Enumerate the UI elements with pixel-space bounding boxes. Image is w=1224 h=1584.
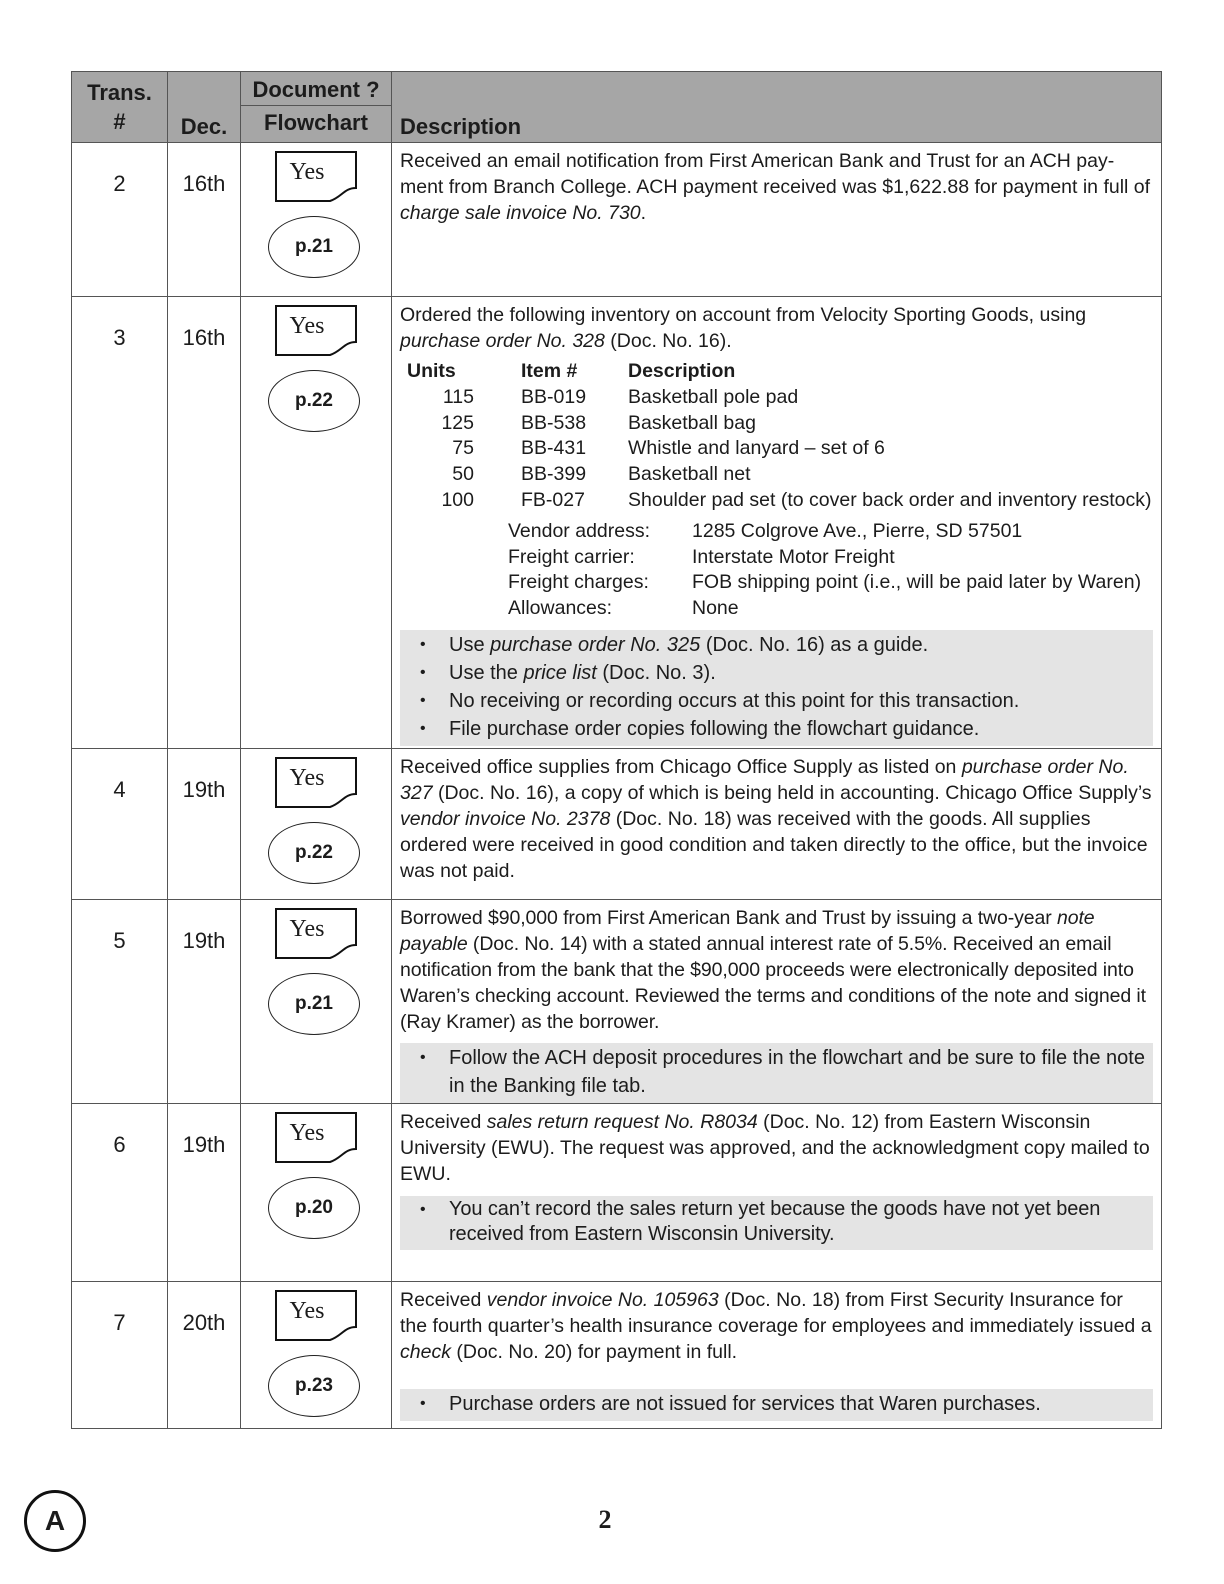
header-document [241,72,392,143]
flowchart-page-ref: p.23 [268,1355,360,1417]
spacer [474,411,521,437]
text-run: File purchase order copies following the flowchart guidance. [449,717,980,740]
document-answer: Yes [289,1120,325,1146]
inventory-item-header: Item # [521,360,578,382]
vendor-detail-label: Freight carrier: [508,545,635,568]
description-text [400,1109,1153,1187]
italic-text: purchase order No. 325 [490,633,701,656]
guidance-note [420,687,1149,715]
flowchart-cell [241,749,392,900]
transaction-row [72,749,1162,900]
transaction-row [72,1104,1162,1282]
document-symbol [274,304,358,354]
text-run: (Doc. No. 14) with a stated annual interest rate of 5.5%. Received an email notification from the bank that the $90,000 proceeds were electronically deposited into Waren’s checking account. Reviewed the terms and conditions of the note and signed it (Ray Kramer) as the borrower. [400,933,1146,1033]
flowchart-cell [241,297,392,749]
flowchart-cell [241,1104,392,1282]
text-run: Purchase orders are not issued for services that Waren purchases. [449,1393,1041,1415]
inventory-row [400,436,1153,462]
header-trans-line1: Trans. [87,80,152,105]
document-symbol [274,907,358,957]
text-run: (Doc. No. 3). [596,661,716,684]
vendor-detail-value: Interstate Motor Freight [692,545,895,568]
trans-date: 16th [168,297,241,749]
description-cell [392,900,1162,1104]
document-symbol [274,150,358,200]
document-symbol [274,1111,358,1161]
trans-number: 3 [72,297,168,749]
vendor-detail-row [400,570,1153,596]
guidance-note [420,1044,1149,1100]
guidance-notes [400,1389,1153,1421]
text-run: (Doc. No. 16), a copy of which is being held in accounting. Chicago Office Supply’s [432,782,1152,804]
trans-number: 7 [72,1282,168,1429]
text-run: Received [400,1289,487,1311]
vendor-detail-value: FOB shipping point (i.e., will be paid later by Waren) [692,571,1142,594]
vendor-detail-label: Vendor address: [508,519,651,542]
text-run: No receiving or recording occurs at this point for this transaction. [449,689,1020,712]
text-run: (Doc. No. 16). [604,330,732,352]
trans-number: 4 [72,749,168,900]
trans-date: 20th [168,1282,241,1429]
inventory-units: 115 [442,385,474,408]
spacer [474,488,521,514]
inventory-row [400,488,1153,514]
italic-text: note payable [400,907,1095,955]
text-run: You can’t record the sales return yet because the goods have not yet been received from Eastern Wisconsin University. [449,1198,1101,1245]
italic-text: check [400,1341,451,1363]
trans-number: 2 [72,143,168,297]
header-description: Description [392,72,1162,143]
guidance-note [420,715,1149,743]
text-run: Received [400,1111,487,1133]
inventory-item-number: BB-538 [521,411,587,434]
guidance-notes [400,1196,1153,1250]
inventory-row [400,411,1153,437]
vendor-detail-value: 1285 Colgrove Ave., Pierre, SD 57501 [692,519,1023,542]
flowchart-page-ref: p.21 [268,973,360,1035]
text-run: Use [449,633,491,656]
flowchart-cell [241,1282,392,1429]
italic-text: purchase order No. 327 [400,756,1129,804]
inventory-row [400,385,1153,411]
flowchart-cell [241,143,392,297]
inventory-item-number: BB-431 [521,437,587,460]
trans-number: 6 [72,1104,168,1282]
italic-text: vendor invoice No. 2378 [400,808,611,830]
transaction-row [72,143,1162,297]
trans-date: 19th [168,749,241,900]
header-dec: Dec. [168,72,241,143]
text-run: (Doc. No. 12) from Eastern Wisconsin University (EWU). The request was approved, and the acknowledgment copy mailed to EWU. [400,1111,1150,1185]
text-run: Received an email notification from First American Bank and Trust for an ACH pay-ment from Branch College. ACH payment received was $1,622.88 for payment in full of [400,150,1151,198]
trans-number: 5 [72,900,168,1104]
guidance-notes [400,1043,1153,1103]
inventory-units: 125 [441,411,474,434]
description-cell [392,1104,1162,1282]
flowchart-page-ref: p.22 [268,822,360,884]
description-cell [392,749,1162,900]
transaction-row [72,900,1162,1104]
text-run: . [640,202,647,224]
description-text [400,754,1153,884]
inventory-item-number: BB-019 [521,385,587,408]
guidance-notes [400,630,1153,746]
inventory-item-description: Basketball pole pad [628,385,799,408]
section-letter-badge: A [24,1490,86,1552]
text-run: Borrowed $90,000 from First American Bank and Trust by issuing a two-year [400,907,1057,929]
italic-text: vendor invoice No. 105963 [486,1289,719,1311]
inventory-item-number: BB-399 [521,463,587,486]
vendor-detail-row [400,596,1153,622]
trans-date: 19th [168,1104,241,1282]
document-answer: Yes [289,159,325,185]
flowchart-cell [241,900,392,1104]
flowchart-page-ref: p.21 [268,216,360,278]
description-cell [392,297,1162,749]
inventory-item-description: Shoulder pad set (to cover back order and inventory restock) [628,488,1152,511]
vendor-detail-label: Freight charges: [508,571,649,594]
spacer [474,462,521,488]
text-run: (Doc. No. 20) for payment in full. [450,1341,738,1363]
text-run: Ordered the following inventory on account from Velocity Sporting Goods, using [400,304,1087,326]
vendor-detail-row [400,545,1153,571]
italic-text: price list [523,661,597,684]
text-run: Follow the ACH deposit procedures in the flowchart and be sure to file the note in the Banking file tab. [449,1047,1145,1097]
trans-date: 16th [168,143,241,297]
table-header-row [72,72,1162,143]
guidance-note [420,631,1149,659]
vendor-detail-row [400,519,1153,545]
transaction-row [72,297,1162,749]
guidance-note [420,659,1149,687]
inventory-header [400,359,1153,385]
text-run: Received office supplies from Chicago Office Supply as listed on [400,756,962,778]
spacer [474,359,521,385]
document-answer: Yes [289,765,325,791]
description-text [400,302,1153,354]
inventory-item-description: Whistle and lanyard – set of 6 [628,437,885,460]
description-text [400,1287,1153,1365]
inventory-units: 50 [452,463,474,486]
guidance-note [420,1390,1149,1418]
inventory-units-header: Units [407,360,456,382]
spacer [474,436,521,462]
italic-text: purchase order No. 328 [400,330,605,352]
inventory-item-number: FB-027 [521,488,585,511]
guidance-note [420,1197,1149,1247]
text-run: Use the [449,661,524,684]
inventory-desc-header: Description [628,360,736,382]
document-answer: Yes [289,1298,325,1324]
inventory-units: 75 [452,437,474,460]
flowchart-page-ref: p.22 [268,370,360,432]
inventory-row [400,462,1153,488]
italic-text: charge sale invoice No. 730 [400,202,641,224]
header-trans [72,72,168,143]
inventory-item-description: Basketball bag [628,411,756,434]
document-answer: Yes [289,313,325,339]
document-symbol [274,756,358,806]
flowchart-page-ref: p.20 [268,1177,360,1239]
text-run: (Doc. No. 18) was received with the goods. All supplies ordered were received in good condition and taken directly to the office, but the invoice was not paid. [400,808,1148,882]
inventory-units: 100 [441,488,474,511]
inventory-item-description: Basketball net [628,463,751,486]
vendor-details [400,519,1153,622]
document-answer: Yes [289,916,325,942]
text-run: (Doc. No. 16) as a guide. [700,633,929,656]
transaction-row [72,1282,1162,1429]
description-text [400,148,1153,226]
italic-text: sales return request No. R8034 [486,1111,758,1133]
vendor-detail-value: None [692,597,739,620]
page-number: 2 [598,1505,612,1534]
inventory-list [400,359,1153,514]
transactions-table [71,71,1162,1429]
document-symbol [274,1289,358,1339]
vendor-detail-label: Allowances: [508,597,613,620]
description-cell [392,143,1162,297]
trans-date: 19th [168,900,241,1104]
header-flowchart: Flowchart [264,110,368,135]
text-run: (Doc. No. 18) from First Security Insurance for the fourth quarter’s health insurance coverage for employees and immediately issued a [400,1289,1152,1337]
description-text [400,905,1153,1035]
header-document-question: Document ? [241,72,391,106]
description-cell [392,1282,1162,1429]
header-trans-line2: # [113,109,126,134]
spacer [474,385,521,411]
